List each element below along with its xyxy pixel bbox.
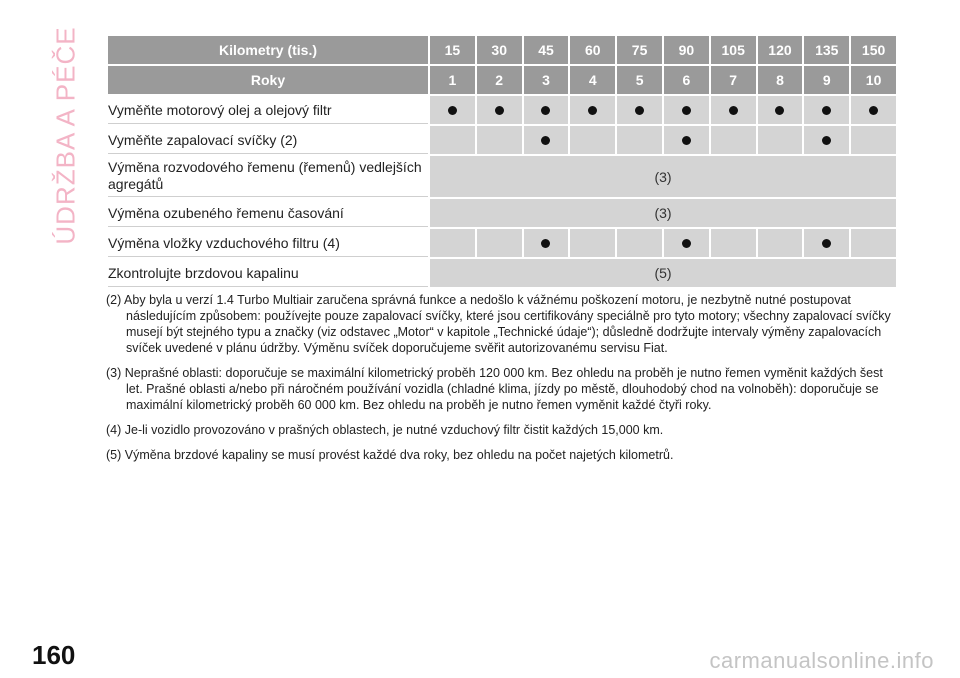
footnote-4: (4) Je-li vozidlo provozováno v prašných oblastech, je nutné vzduchový filtr čistit každých 15,000 km. bbox=[106, 423, 664, 437]
schedule-cell bbox=[477, 96, 522, 124]
schedule-cell bbox=[430, 96, 475, 124]
section-title-vertical bbox=[46, 25, 86, 245]
service-dot-icon bbox=[682, 106, 691, 115]
schedule-cell bbox=[664, 229, 709, 257]
header-km-cell: 75 bbox=[617, 36, 662, 64]
row-label: Vyměňte motorový olej a olejový filtr bbox=[108, 96, 428, 124]
header-year-cell: 5 bbox=[617, 66, 662, 94]
schedule-cell bbox=[711, 126, 756, 154]
interval-note-cell: (3) bbox=[430, 199, 896, 227]
header-year-cell: 2 bbox=[477, 66, 522, 94]
header-year-cell: 3 bbox=[524, 66, 569, 94]
header-years-label: Roky bbox=[108, 66, 428, 94]
schedule-cell bbox=[851, 126, 896, 154]
service-dot-icon bbox=[822, 239, 831, 248]
service-dot-icon bbox=[682, 239, 691, 248]
interval-note-cell: (5) bbox=[430, 259, 896, 287]
schedule-cell bbox=[664, 96, 709, 124]
schedule-cell bbox=[617, 96, 662, 124]
schedule-cell bbox=[524, 96, 569, 124]
header-year-cell: 10 bbox=[851, 66, 896, 94]
header-km-cell: 45 bbox=[524, 36, 569, 64]
interval-note-cell: (3) bbox=[430, 156, 896, 197]
schedule-row bbox=[108, 199, 896, 227]
header-km-cell: 60 bbox=[570, 36, 615, 64]
maintenance-schedule-table bbox=[106, 34, 898, 289]
header-km-cell: 30 bbox=[477, 36, 522, 64]
service-dot-icon bbox=[635, 106, 644, 115]
schedule-cell bbox=[617, 229, 662, 257]
schedule-cell bbox=[851, 229, 896, 257]
footnote-2: (2) Aby byla u verzí 1.4 Turbo Multiair zaručena správná funkce a nedošlo k vážnému poškození motoru, je nezbytně nutné postupovat následujícím způsobem: používejte pouze zapalovací svíčky, které jsou certifikovány speciálně pro tyto motory; všechny zapalovací svíčky musejí být stejného typu a značky (viz odstavec „Motor“ v kapitole „Technické údaje“); důsledně dodržujte intervaly výměny zapalovacích svíček uvedené v plánu údržby. Výměnu svíček doporučujeme svěřit autorizovanému servisu Fiat. bbox=[106, 293, 891, 355]
header-row-years bbox=[108, 66, 896, 94]
schedule-row bbox=[108, 156, 896, 197]
header-year-cell: 6 bbox=[664, 66, 709, 94]
header-km-label: Kilometry (tis.) bbox=[108, 36, 428, 64]
schedule-cell bbox=[477, 126, 522, 154]
service-dot-icon bbox=[588, 106, 597, 115]
schedule-cell bbox=[711, 229, 756, 257]
schedule-cell bbox=[804, 96, 849, 124]
service-dot-icon bbox=[775, 106, 784, 115]
header-km-cell: 120 bbox=[758, 36, 803, 64]
schedule-row bbox=[108, 229, 896, 257]
schedule-cell bbox=[524, 126, 569, 154]
service-dot-icon bbox=[729, 106, 738, 115]
schedule-body bbox=[108, 36, 896, 287]
service-dot-icon bbox=[541, 106, 550, 115]
watermark: carmanualsonline.info bbox=[709, 648, 934, 673]
schedule-cell bbox=[758, 229, 803, 257]
footnotes bbox=[106, 292, 898, 472]
schedule-cell bbox=[664, 126, 709, 154]
schedule-cell bbox=[524, 229, 569, 257]
header-year-cell: 7 bbox=[711, 66, 756, 94]
header-km-cell: 105 bbox=[711, 36, 756, 64]
service-dot-icon bbox=[448, 106, 457, 115]
header-km-cell: 15 bbox=[430, 36, 475, 64]
service-dot-icon bbox=[822, 136, 831, 145]
schedule-cell bbox=[570, 96, 615, 124]
schedule-cell bbox=[570, 229, 615, 257]
service-dot-icon bbox=[822, 106, 831, 115]
service-dot-icon bbox=[495, 106, 504, 115]
schedule-cell bbox=[570, 126, 615, 154]
schedule-cell bbox=[758, 126, 803, 154]
row-label: Výměna rozvodového řemenu (řemenů) vedlejších agregátů bbox=[108, 156, 428, 197]
schedule-row bbox=[108, 259, 896, 287]
header-year-cell: 8 bbox=[758, 66, 803, 94]
service-dot-icon bbox=[541, 239, 550, 248]
schedule-cell bbox=[617, 126, 662, 154]
schedule-cell bbox=[804, 126, 849, 154]
schedule-cell bbox=[477, 229, 522, 257]
row-label: Výměna ozubeného řemenu časování bbox=[108, 199, 428, 227]
header-km-cell: 150 bbox=[851, 36, 896, 64]
footnote-3: (3) Neprašné oblasti: doporučuje se maximální kilometrický proběh 120 000 km. Bez ohledu na proběh je nutno řemen vyměnit každých šest let. Prašné oblasti a/nebo při náročném používání vozidla (chladné klima, jízdy po městě, dlouhodobý chod na volnoběh): doporučuje se maximální kilometrický proběh 60 000 km. Bez ohledu na proběh je nutno řemen vyměnit každé čtyři roky. bbox=[106, 366, 883, 412]
row-label: Výměna vložky vzduchového filtru (4) bbox=[108, 229, 428, 257]
row-label: Zkontrolujte brzdovou kapalinu bbox=[108, 259, 428, 287]
row-label: Vyměňte zapalovací svíčky (2) bbox=[108, 126, 428, 154]
schedule-row bbox=[108, 96, 896, 124]
header-year-cell: 9 bbox=[804, 66, 849, 94]
section-title-text: ÚDRŽBA A PÉČE bbox=[50, 25, 81, 245]
header-km-cell: 90 bbox=[664, 36, 709, 64]
header-year-cell: 1 bbox=[430, 66, 475, 94]
service-dot-icon bbox=[541, 136, 550, 145]
schedule-cell bbox=[758, 96, 803, 124]
schedule-row bbox=[108, 126, 896, 154]
service-dot-icon bbox=[682, 136, 691, 145]
footnote-5: (5) Výměna brzdové kapaliny se musí provést každé dva roky, bez ohledu na počet najetých kilometrů. bbox=[106, 448, 674, 462]
schedule-cell bbox=[430, 126, 475, 154]
header-year-cell: 4 bbox=[570, 66, 615, 94]
page-number: 160 bbox=[32, 640, 76, 670]
schedule-cell bbox=[711, 96, 756, 124]
schedule-cell bbox=[804, 229, 849, 257]
service-dot-icon bbox=[869, 106, 878, 115]
header-row-km bbox=[108, 36, 896, 64]
header-km-cell: 135 bbox=[804, 36, 849, 64]
schedule-cell bbox=[851, 96, 896, 124]
schedule-cell bbox=[430, 229, 475, 257]
